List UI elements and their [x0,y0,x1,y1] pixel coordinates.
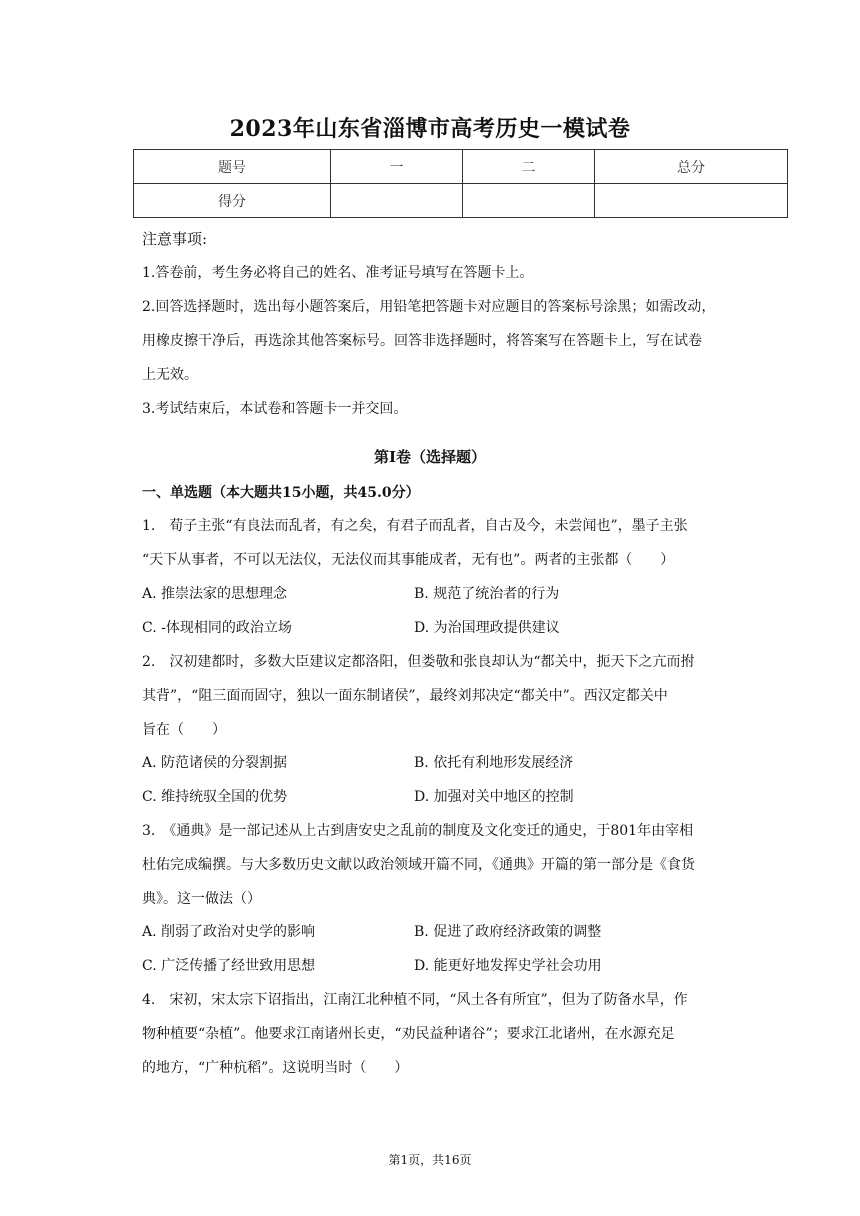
q2-option-c: C. 维持统驭全国的优势 [142,789,288,805]
question-1-line: 1. 荀子主张“有良法而乱者，有之矣，有君子而乱者，自古及今，未尝闻也”，墨子主张 [142,518,688,534]
q3-option-c: C. 广泛传播了经世致用思想 [142,958,316,974]
header-cell: 总分 [595,150,788,184]
q3-option-d: D. 能更好地发挥史学社会功用 [414,958,602,974]
score-cell [463,184,595,218]
question-4-line: 物种植要“杂植”。他要求江南诸州长吏，“劝民益种诸谷”；要求江北诸州，在水源充足 [142,1026,675,1042]
question-2-line: 旨在（ ） [142,722,226,738]
score-table-score-row [134,184,788,218]
score-cell [595,184,788,218]
question-3-line: 杜佑完成编撰。与大多数历史文献以政治领域开篇不同，《通典》开篇的第一部分是《食货 [142,857,695,873]
header-cell: 一 [331,150,463,184]
question-1-line: “天下从事者，不可以无法仪，无法仪而其事能成者，无有也”。两者的主张都（ ） [142,552,675,568]
page-title: 2023年山东省淄博市高考历史一模试卷 [229,116,631,142]
note-line: 3.考试结束后，本试卷和答题卡一并交回。 [142,401,408,417]
question-2-line: 2. 汉初建都时，多数大臣建议定都洛阳，但娄敬和张良却认为“都关中，扼天下之亢而拊 [142,654,695,670]
score-cell [331,184,463,218]
q1-option-b: B. 规范了统治者的行为 [414,586,560,602]
score-table [133,149,788,218]
page-footer: 第1页，共16页 [388,1153,472,1167]
question-4-line: 的地方，“广种杭稻”。这说明当时（ ） [142,1060,409,1076]
notes-heading: 注意事项: [142,230,208,248]
question-4-line: 4. 宋初，宋太宗下诏指出，江南江北种植不同，“风土各有所宜”，但为了防备水旱，作 [142,992,688,1008]
q2-option-a: A. 防范诸侯的分裂割据 [142,755,288,771]
question-2-line: 其背”，“阻三面而固守，独以一面东制诸侯”，最终刘邦决定“都关中”。西汉定都关中 [142,688,668,704]
score-table-header-row [134,150,788,184]
part-heading: 一、单选题（本大题共15小题，共45.0分） [142,485,420,501]
section-title: 第I卷（选择题） [373,448,487,466]
q2-option-b: B. 依托有利地形发展经济 [414,755,574,771]
question-3-line: 3. 《通典》是一部记述从上古到唐安史之乱前的制度及文化变迁的通史，于801年由宰相 [142,823,694,839]
header-cell: 二 [463,150,595,184]
q1-option-a: A. 推崇法家的思想理念 [142,586,288,602]
header-cell: 题号 [134,150,331,184]
note-line: 2.回答选择题时，选出每小题答案后，用铅笔把答题卡对应题目的答案标号涂黑；如需改动， [142,299,716,315]
q1-option-c: C. -体现相同的政治立场 [142,620,292,636]
question-3-line: 典》。这一做法（） [142,891,261,907]
note-line: 1.答卷前，考生务必将自己的姓名、准考证号填写在答题卡上。 [142,265,534,281]
note-line: 用橡皮擦干净后，再选涂其他答案标号。回答非选择题时，将答案写在答题卡上，写在试卷 [142,333,702,349]
q3-option-b: B. 促进了政府经济政策的调整 [414,924,602,940]
q1-option-d: D. 为治国理政提供建议 [414,620,560,636]
q3-option-a: A. 削弱了政治对史学的影响 [142,924,316,940]
note-line: 上无效。 [142,367,198,383]
q2-option-d: D. 加强对关中地区的控制 [414,789,574,805]
score-label-cell: 得分 [134,184,331,218]
